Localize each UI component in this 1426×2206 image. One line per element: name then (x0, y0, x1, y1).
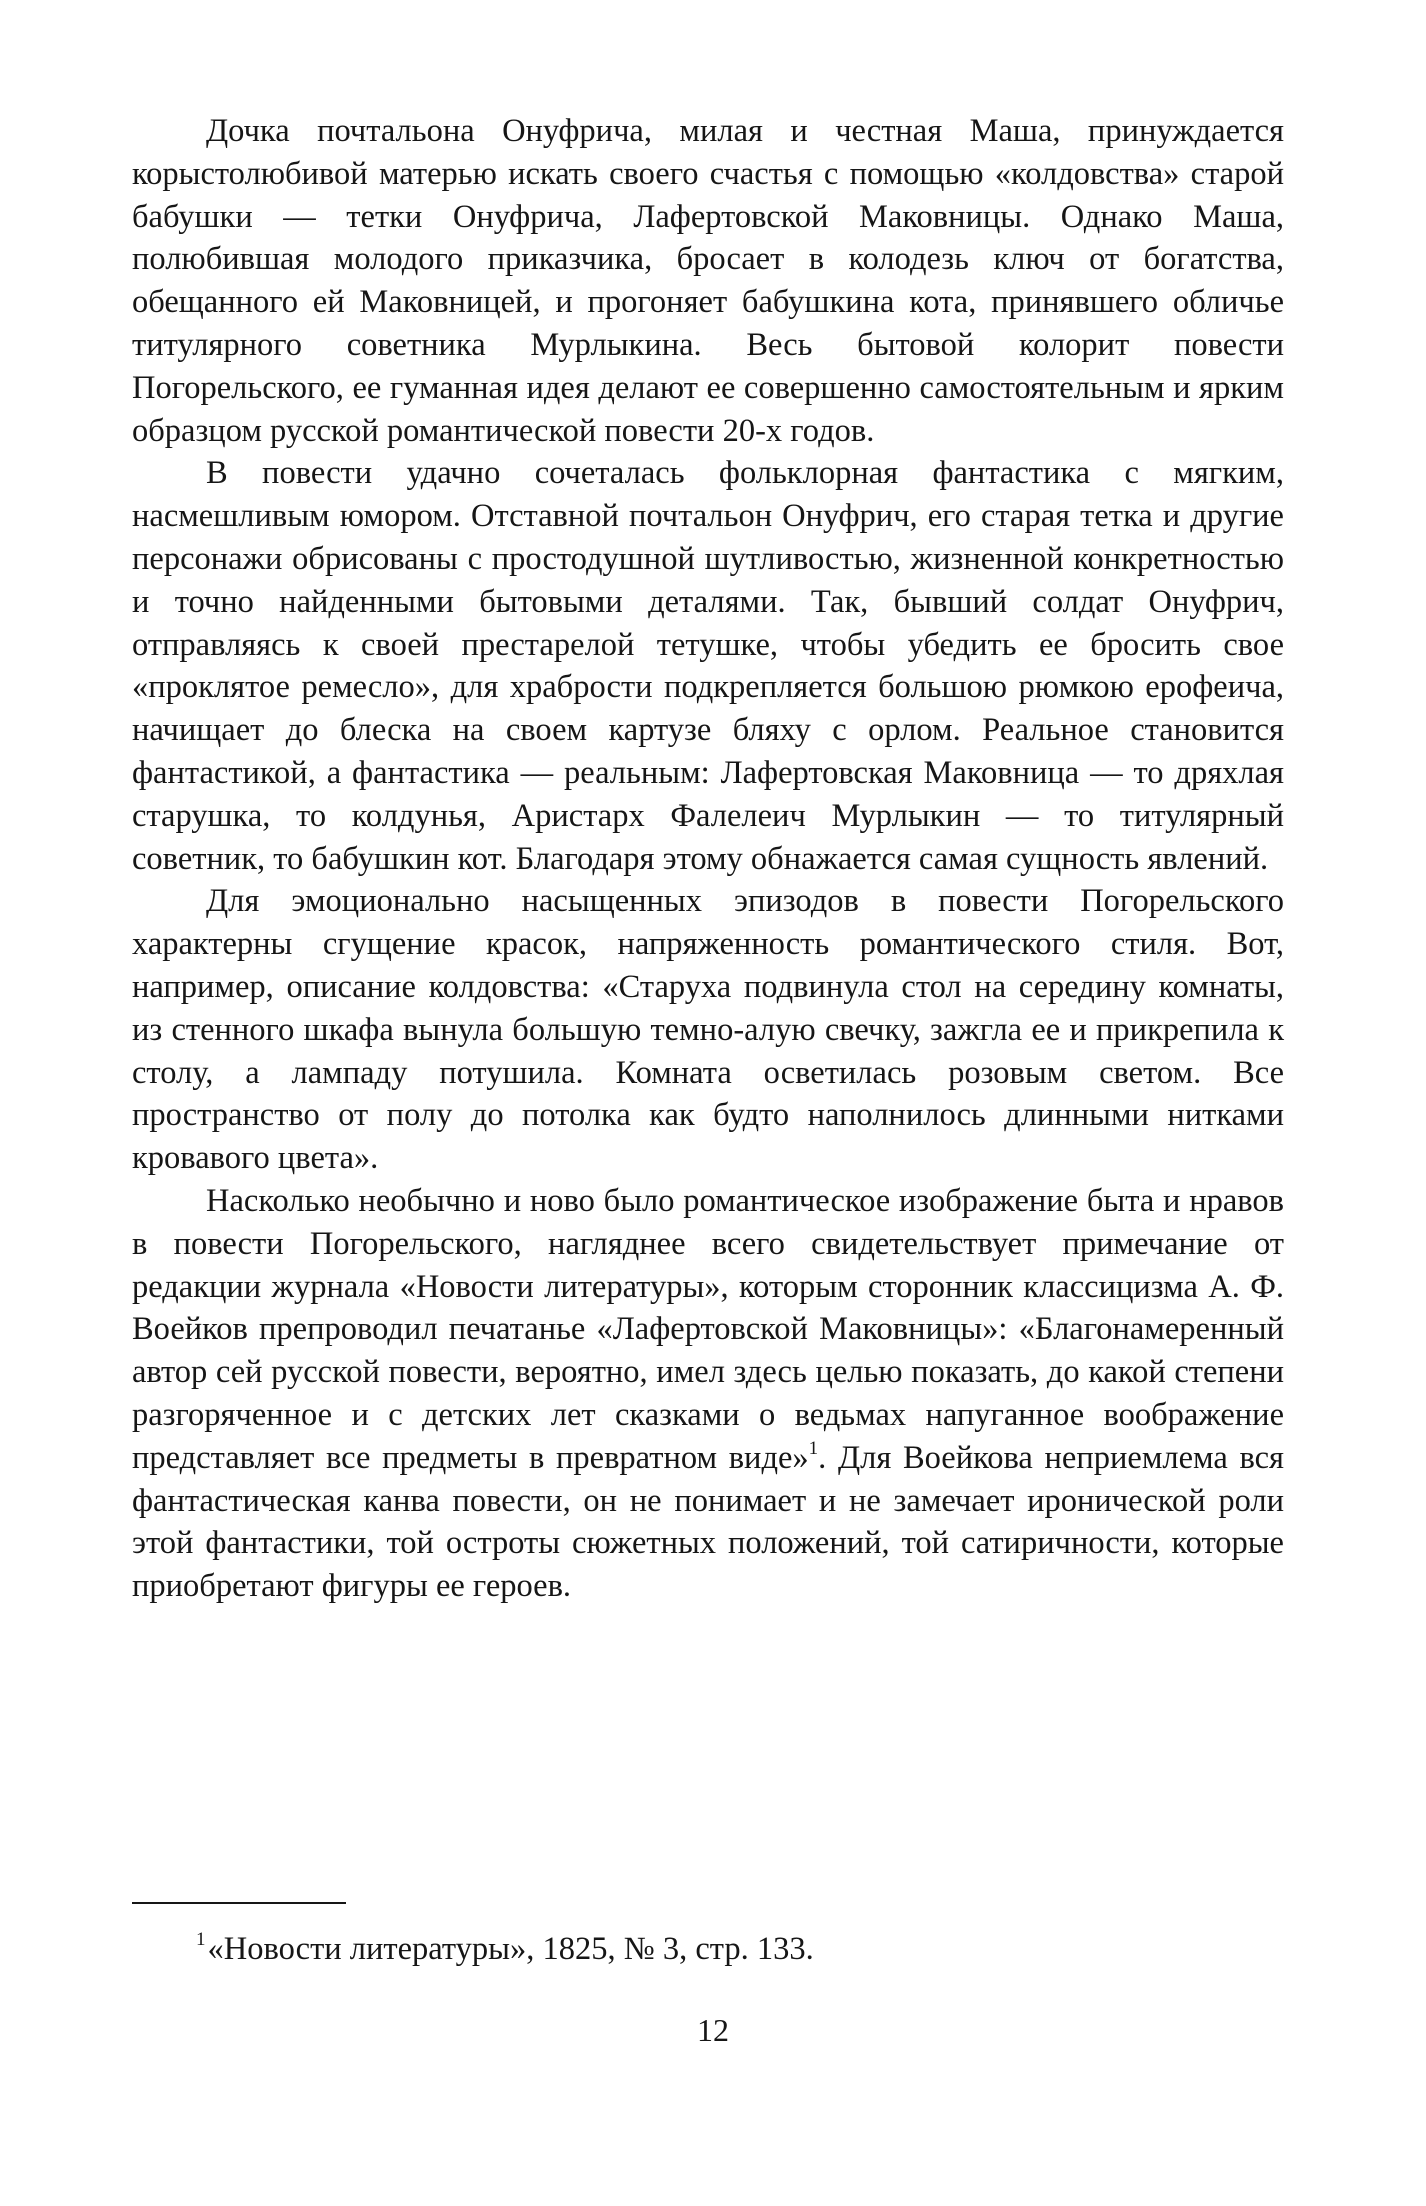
paragraph-3: Для эмоционально насыщенных эпизодов в повести Погорельского характерны сгущение красок, напряженность романтического стиля. Вот, например, описание колдовства: «Старуха подвинула стол на середину комнаты, из стенного шкафа вынула большую темно-алую свечку, зажгла ее и прикрепила к столу, а лампаду потушила. Комната осветилась розовым светом. Все пространство от полу до потолка как будто наполнилось длинными нитками кровавого цвета». (132, 883, 1284, 1177)
paragraph-4-text: Насколько необычно и ново было романтическое изображение быта и нравов в повести Погорельского, нагляднее всего свидетельствует примечание от редакции журнала «Новости литературы», которым сторонник классицизма А. Ф. Воейков препроводил печатанье «Лафертовской Маковницы»: «Благонамеренный автор сей русской повести, вероятно, имел здесь целью показать, до какой степени разгоряченное и с детских лет сказками о ведьмах напуганное воображение представляет все предметы в превратном виде» (132, 1182, 1284, 1476)
footnote-number: 1 (196, 1929, 206, 1950)
page-number: 12 (697, 2012, 729, 2048)
footnote-divider (132, 1902, 346, 1904)
footnote (196, 1928, 1256, 1970)
footnote-reference[interactable]: 1 (808, 1437, 819, 1459)
footnote-text: «Новости литературы», 1825, № 3, стр. 133. (207, 1931, 814, 1967)
page-body (132, 110, 1284, 1608)
paragraph-1: Дочка почтальона Онуфрича, милая и честная Маша, принуждается корыстолюбивой матерью искать своего счастья с помощью «колдовства» старой бабушки — тетки Онуфрича, Лафертовской Маковницы. Однако Маша, полюбившая молодого приказчика, бросает в колодезь ключ от богатства, обещанного ей Маковницей, и прогоняет бабушкина кота, принявшего обличье титулярного советника Мурлыкина. Весь бытовой колорит повести Погорельского, ее гуманная идея делают ее совершенно самостоятельным и ярким образцом русской романтической повести 20-х годов. (132, 113, 1284, 449)
paragraph-4 (132, 1180, 1284, 1608)
paragraph-2: В повести удачно сочеталась фольклорная фантастика с мягким, насмешливым юмором. Отставной почтальон Онуфрич, его старая тетка и другие персонажи обрисованы с простодушной шутливостью, жизненной конкретностью и точно найденными бытовыми деталями. Так, бывший солдат Онуфрич, отправляясь к своей престарелой тетушке, чтобы убедить ее бросить свое «проклятое ремесло», для храбрости подкрепляется большою рюмкою ерофеича, начищает до блеска на своем картузе бляху с орлом. Реальное становится фантастикой, а фантастика — реальным: Лафертовская Маковница — то дряхлая старушка, то колдунья, Аристарх Фалелеич Мурлыкин — то титулярный советник, то бабушкин кот. Благодаря этому обнажается самая сущность явлений. (132, 455, 1284, 877)
paragraph-4-continuation: . Для Воейкова неприемлема вся фантастическая канва повести, он не понимает и не замечает иронической роли этой фантастики, той остроты сюжетных положений, той сатиричности, которые приобретают фигуры ее героев. (132, 1439, 1285, 1605)
